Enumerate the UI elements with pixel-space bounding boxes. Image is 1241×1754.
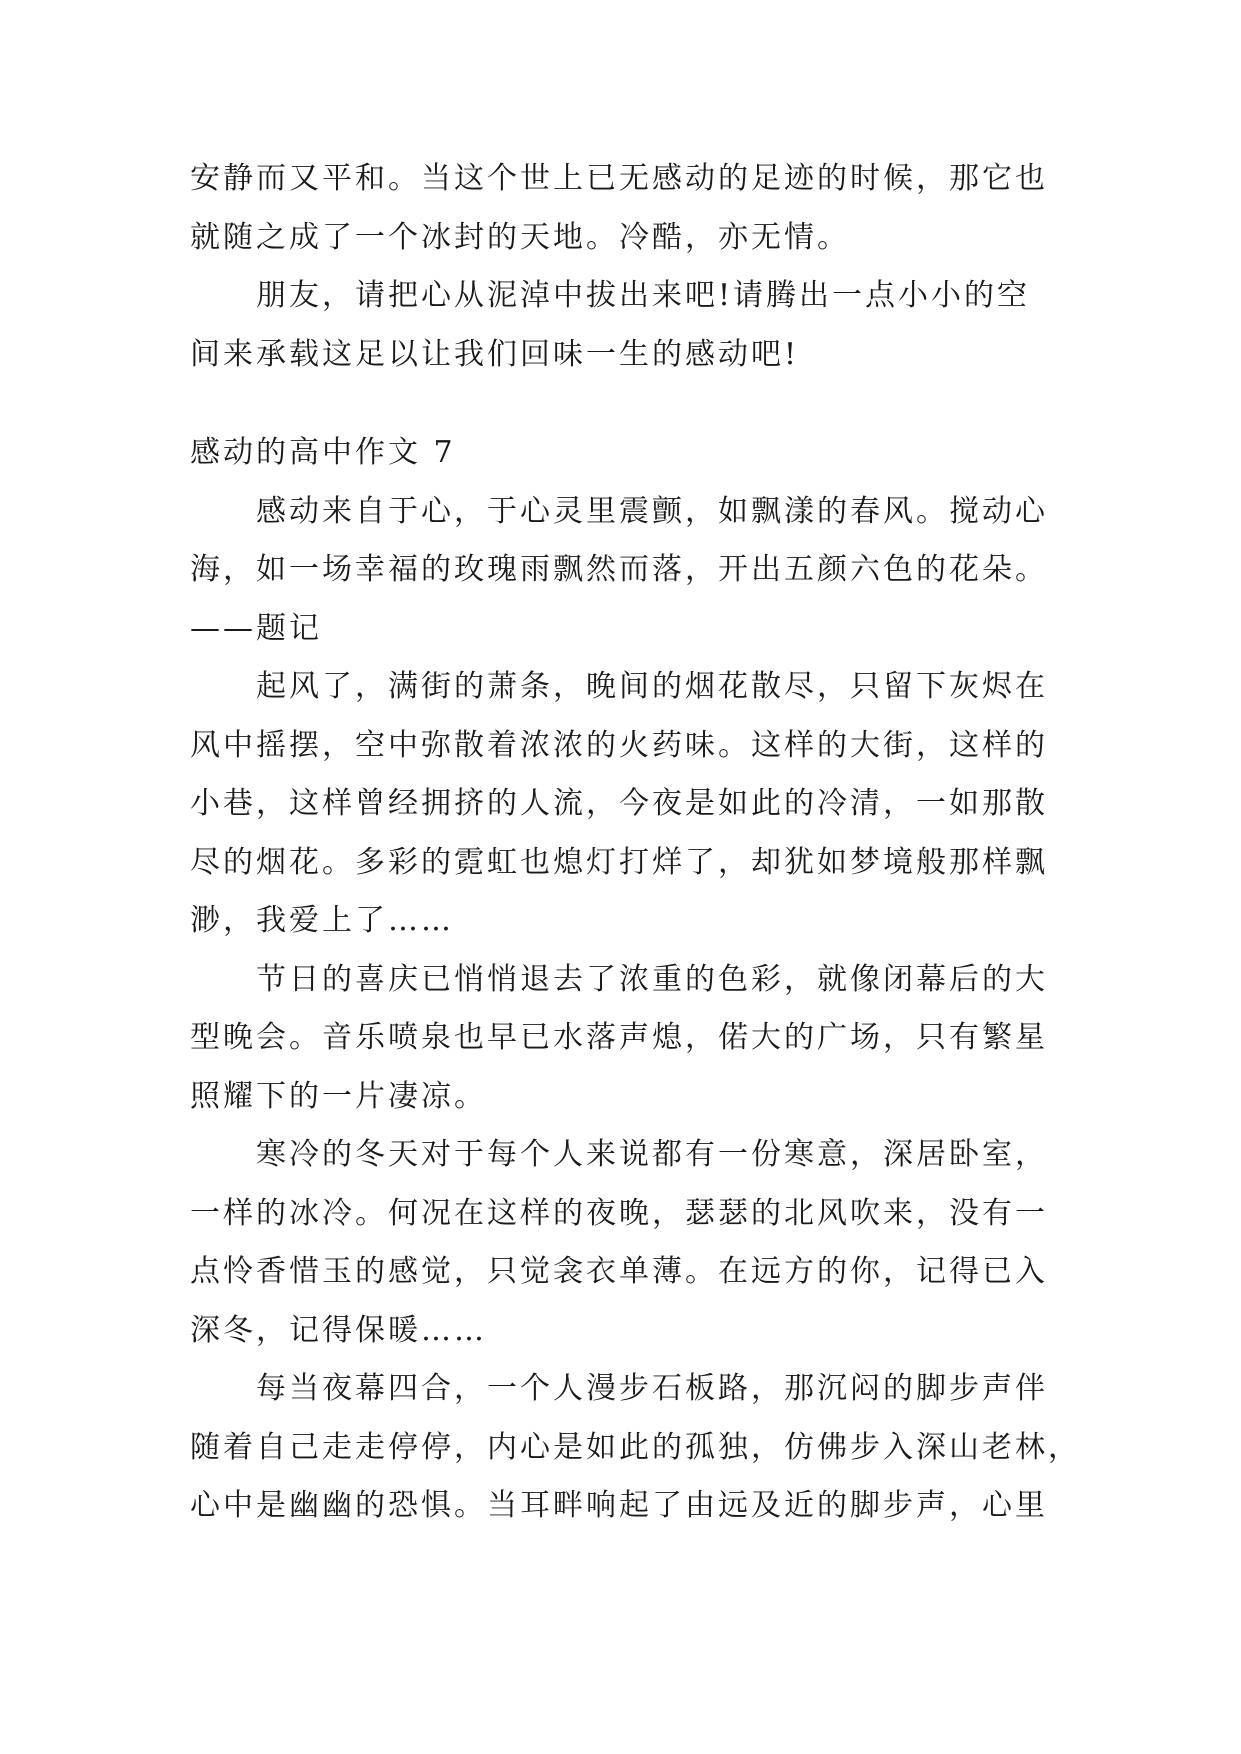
paragraph-first-line: 节日的喜庆已悄悄退去了浓重的色彩，就像闭幕后的大 <box>190 961 1048 997</box>
epigraph-attribution: ——题记 <box>190 610 322 646</box>
document-page <box>190 150 1081 1536</box>
text-line: 点怜香惜玉的感觉，只觉衾衣单薄。在远方的你，记得已入 <box>190 1254 1048 1289</box>
text-line: 尽的烟花。多彩的霓虹也熄灯打烊了，却犹如梦境般那样飘 <box>190 844 1048 880</box>
text-line: 小巷，这样曾经拥挤的人流，今夜是如此的冷清，一如那散 <box>190 786 1048 821</box>
text-line: 心中是幽幽的恐惧。当耳畔响起了由远及近的脚步声，心里 <box>190 1488 1048 1523</box>
text-line: 深冬，记得保暖…… <box>190 1312 487 1348</box>
text-line: 间来承载这足以让我们回味一生的感动吧! <box>190 336 800 372</box>
text-line: 安静而又平和。当这个世上已无感动的足迹的时候，那它也 <box>190 161 1048 196</box>
paragraph-first-line: 感动来自于心，于心灵里震颤，如飘漾的春风。搅动心 <box>190 493 1048 529</box>
text-line: 型晚会。音乐喷泉也早已水落声熄，偌大的广场，只有繁星 <box>190 1020 1048 1055</box>
paragraph-first-line: 每当夜幕四合，一个人漫步石板路，那沉闷的脚步声伴 <box>190 1371 1048 1406</box>
text-line: 一样的冰冷。何况在这样的夜晚，瑟瑟的北风吹来，没有一 <box>190 1195 1048 1231</box>
text-line: 渺，我爱上了…… <box>190 903 454 938</box>
text-line: 随着自己走走停停，内心是如此的孤独，仿佛步入深山老林， <box>190 1429 1081 1465</box>
text-line: 照耀下的一片凄凉。 <box>190 1078 487 1114</box>
paragraph-first-line: 起风了，满街的萧条，晚间的烟花散尽，只留下灰烬在 <box>190 669 1048 704</box>
paragraph-first-line: 寒冷的冬天对于每个人来说都有一份寒意，深居卧室， <box>190 1137 1048 1172</box>
paragraph-first-line: 朋友，请把心从泥淖中拔出来吧!请腾出一点小小的空 <box>190 278 1031 313</box>
text-line: 海，如一场幸福的玫瑰雨飘然而落，开出五颜六色的花朵。 <box>190 552 1048 587</box>
text-line: 就随之成了一个冰封的天地。冷酷，亦无情。 <box>190 219 850 255</box>
section-heading: 感动的高中作文 7 <box>190 435 456 470</box>
text-line: 风中摇摆，空中弥散着浓浓的火药味。这样的大街，这样的 <box>190 727 1048 763</box>
section-gap <box>190 384 1060 424</box>
